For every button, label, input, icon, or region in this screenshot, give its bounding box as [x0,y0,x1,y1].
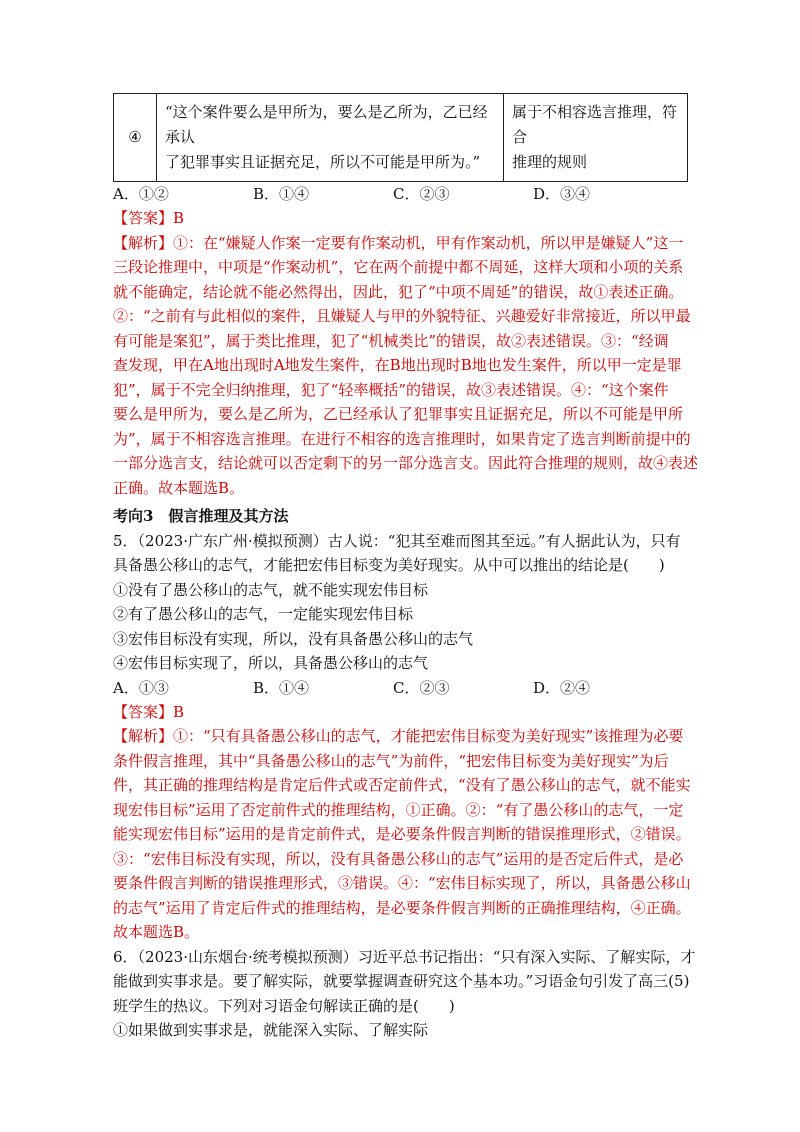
analysis-line: 条件假言推理，其中“具备愚公移山的志气”为前件，“把宏伟目标变为美好现实”为后 [113,751,669,770]
analysis-tag: 【解析】 [113,727,174,745]
judgement-line: 推理的规则 [512,153,588,171]
document-page [113,93,699,1043]
q4-analysis [113,231,699,501]
section-title: 考向3 假言推理及其方法 [113,507,289,525]
statement-line: “这个案件要么是甲所为，要么是乙所为，乙已经承认 [165,103,488,146]
analysis-line: ②：“之前有与此相似的案件，且嫌疑人与甲的外貌特征、兴趣爱好非常接近，所以甲最 [113,307,691,325]
analysis-line: 正确。故本题选B。 [113,478,245,497]
analysis-line: 【解析】①：在“嫌疑人作案一定要有作案动机，甲有作案动机，所以甲是嫌疑人”这一 [113,233,684,252]
statement-line: 了犯罪事实且证据充足，所以不可能是甲所为。” [165,153,481,171]
option-table [113,93,688,182]
statement-cell [157,94,504,182]
analysis-line: 【解析】①：“只有具备愚公移山的志气，才能把宏伟目标变为美好现实”该推理为必要 [113,727,684,745]
list-item: ③宏伟目标没有实现，所以，没有具备愚公移山的志气 [113,629,474,648]
list-item: ④宏伟目标实现了，所以，具备愚公移山的志气 [113,654,429,672]
option-b: B．①④ [253,185,310,203]
analysis-line: 能实现宏伟目标”运用的是肯定前件式，是必要条件假言判断的错误推理形式，②错误。 [113,825,691,843]
option-b: B．①④ [253,678,310,697]
answer-value: B [173,702,185,721]
answer-tag: 【答案】 [113,702,174,721]
q6-items [113,1018,688,1043]
q5-stem [113,529,688,578]
q5-options [113,676,688,700]
option-a: A．①② [113,185,169,203]
stem-line: 能做到实事求是。要了解实际，就要掌握调查研究这个基本功。”习语金句引发了高三(5) [113,972,690,990]
analysis-line: 为”，属于不相容选言推理。在进行不相容的选言推理时，如果肯定了选言判断前提中的 [113,429,691,448]
answer-tag: 【答案】 [113,209,174,227]
stem-line: 5．（2023·广东广州·模拟预测）古人说：“犯其至难而图其至远。”有人据此认为，只有 [113,531,681,550]
stem-line: 6．（2023·山东烟台·统考模拟预测）习近平总书记指出：“只有深入实际、了解实际，才 [113,947,696,966]
analysis-line: 就不能确定，结论就不能必然得出，因此，犯了“中项不周延”的错误，故①表述正确。 [113,282,684,301]
stem-line: 具备愚公移山的志气，才能把宏伟目标变为美好现实。从中可以推出的结论是( ) [113,556,665,574]
option-c: C．②③ [393,678,450,697]
q5-items [113,578,688,676]
analysis-line: 故本题选B。 [113,923,200,941]
q5-answer [113,700,688,725]
q6-stem [113,945,696,1019]
option-d: D．③④ [533,185,591,203]
analysis-line: 要条件假言判断的错误推理形式，③错误。④：“宏伟目标实现了，所以，具备愚公移山 [113,874,691,892]
analysis-line: 查发现，甲在A地出现时A地发生案件，在B地出现时B地也发生案件，所以甲一定是罪 [113,356,682,374]
stem-line: 班学生的热议。下列对习语金句解读正确的是( ) [113,996,455,1015]
list-item: ②有了愚公移山的志气，一定能实现宏伟目标 [113,605,414,623]
analysis-tag: 【解析】 [113,233,174,252]
table-row [114,94,688,182]
analysis-line: ③：“宏伟目标没有实现，所以，没有具备愚公移山的志气”运用的是否定后件式，是必 [113,849,684,868]
row-number: ④ [114,94,157,182]
analysis-line: 现宏伟目标”运用了否定前件式的推理结构，①正确。②：“有了愚公移山的志气，一定 [113,800,684,819]
analysis-line: 要么是甲所为，要么是乙所为，乙已经承认了犯罪事实且证据充足，所以不可能是甲所 [113,405,684,423]
judgement-cell [504,94,688,182]
q4-answer [113,206,688,231]
q4-options [113,182,688,206]
list-item: ①没有了愚公移山的志气，就不能实现宏伟目标 [113,580,429,599]
option-a: A．①③ [113,678,169,697]
list-item: ①如果做到实事求是，就能深入实际、了解实际 [113,1021,429,1039]
q5-analysis [113,724,691,945]
analysis-line: 的志气”运用了肯定后件式的推理结构，是必要条件假言判断的正确推理结构，④正确。 [113,898,691,917]
option-d: D．②④ [533,678,591,697]
analysis-line: 件，其正确的推理结构是肯定后件式或否定前件式，“没有了愚公移山的志气，就不能实 [113,776,691,794]
option-c: C．②③ [393,185,450,203]
analysis-line: 有可能是案犯”，属于类比推理，犯了“机械类比”的错误，故②表述错误。③：“经调 [113,331,669,350]
analysis-line: 一部分选言支，结论就可以否定剩下的另一部分选言支。因此符合推理的规则，故④表述 [113,454,699,472]
analysis-line: 三段论推理中，中项是“作案动机”，它在两个前提中都不周延，这样大项和小项的关系 [113,258,684,276]
answer-value: B [173,209,185,227]
analysis-line: 犯”，属于不完全归纳推理，犯了“轻率概括”的错误，故③表述错误。④：“这个案件 [113,380,669,399]
judgement-line: 属于不相容选言推理，符合 [512,103,678,146]
